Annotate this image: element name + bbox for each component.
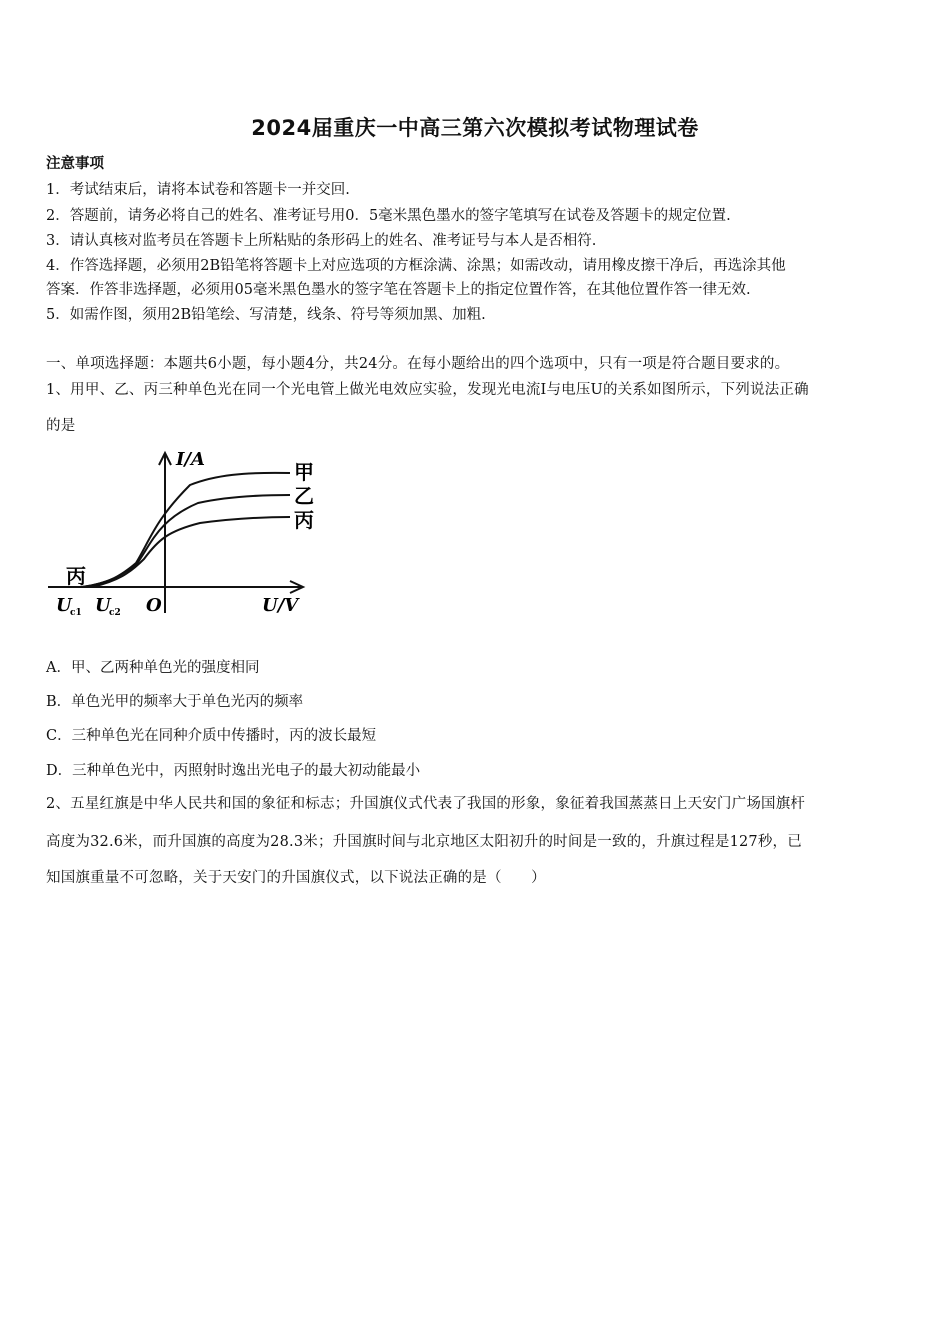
question-2-stem: 2、五星红旗是中华人民共和国的象征和标志；升国旗仪式代表了我国的形象，象征着我国蒸蒸日上天安门广场国旗杆 <box>46 796 806 812</box>
notice-item: 5．如需作图，须用2B铅笔绘、写清楚，线条、符号等须加黑、加粗. <box>46 307 486 323</box>
photocurrent-voltage-figure <box>40 445 320 625</box>
option-c: C．三种单色光在同种介质中传播时，丙的波长最短 <box>46 728 377 744</box>
low-curve-label-bing: 丙 <box>66 564 86 588</box>
question-1-stem-cont: 的是 <box>46 418 76 434</box>
notice-item: 4．作答选择题，必须用2B铅笔将答题卡上对应选项的方框涂满、涂黑；如需改动，请用橡皮擦干净后，再选涂其他 <box>46 258 786 274</box>
question-1-stem: 1、用甲、乙、丙三种单色光在同一个光电管上做光电效应实验，发现光电流I与电压U的关系如图所示，下列说法正确 <box>46 382 809 398</box>
option-a: A．甲、乙两种单色光的强度相同 <box>46 660 260 676</box>
curve-jia <box>82 473 290 587</box>
uc2-label: U <box>95 595 111 616</box>
section-heading: 一、单项选择题：本题共6小题，每小题4分，共24分。在每小题给出的四个选项中，只有一项是符合题目要求的。 <box>46 356 790 372</box>
notice-item: 答案．作答非选择题，必须用05毫米黑色墨水的签字笔在答题卡上的指定位置作答，在其他位置作答一律无效. <box>46 282 751 298</box>
curve-label-jia: 甲 <box>294 460 314 484</box>
uc1-subscript: c1 <box>70 608 82 618</box>
curve-label-yi: 乙 <box>294 484 314 508</box>
page-title: 2024届重庆一中高三第六次模拟考试物理试卷 <box>251 116 699 140</box>
uc2-subscript: c2 <box>109 608 121 618</box>
option-d: D．三种单色光中，丙照射时逸出光电子的最大初动能最小 <box>46 763 421 779</box>
y-axis-label: I/A <box>176 449 205 470</box>
notice-heading: 注意事项 <box>46 155 104 172</box>
question-2-stem-cont: 知国旗重量不可忽略，关于天安门的升国旗仪式，以下说法正确的是（ ） <box>46 870 546 886</box>
x-axis-label: U/V <box>262 595 299 616</box>
notice-item: 2．答题前，请务必将自己的姓名、准考证号用0．5毫米黑色墨水的签字笔填写在试卷及答题卡的规定位置. <box>46 208 731 224</box>
option-b: B．单色光甲的频率大于单色光丙的频率 <box>46 694 304 710</box>
question-2-stem-cont: 高度为32.6米，而升国旗的高度为28.3米；升国旗时间与北京地区太阳初升的时间是一致的，升旗过程是127秒，已 <box>46 834 802 850</box>
notice-item: 1．考试结束后，请将本试卷和答题卡一并交回. <box>46 182 350 198</box>
curve-yi <box>82 495 290 587</box>
notice-item: 3．请认真核对监考员在答题卡上所粘贴的条形码上的姓名、准考证号与本人是否相符. <box>46 233 597 249</box>
curve-label-bing: 丙 <box>294 508 314 532</box>
uc1-label: U <box>56 595 72 616</box>
origin-label: O <box>146 595 162 616</box>
curve-bing <box>92 517 290 587</box>
